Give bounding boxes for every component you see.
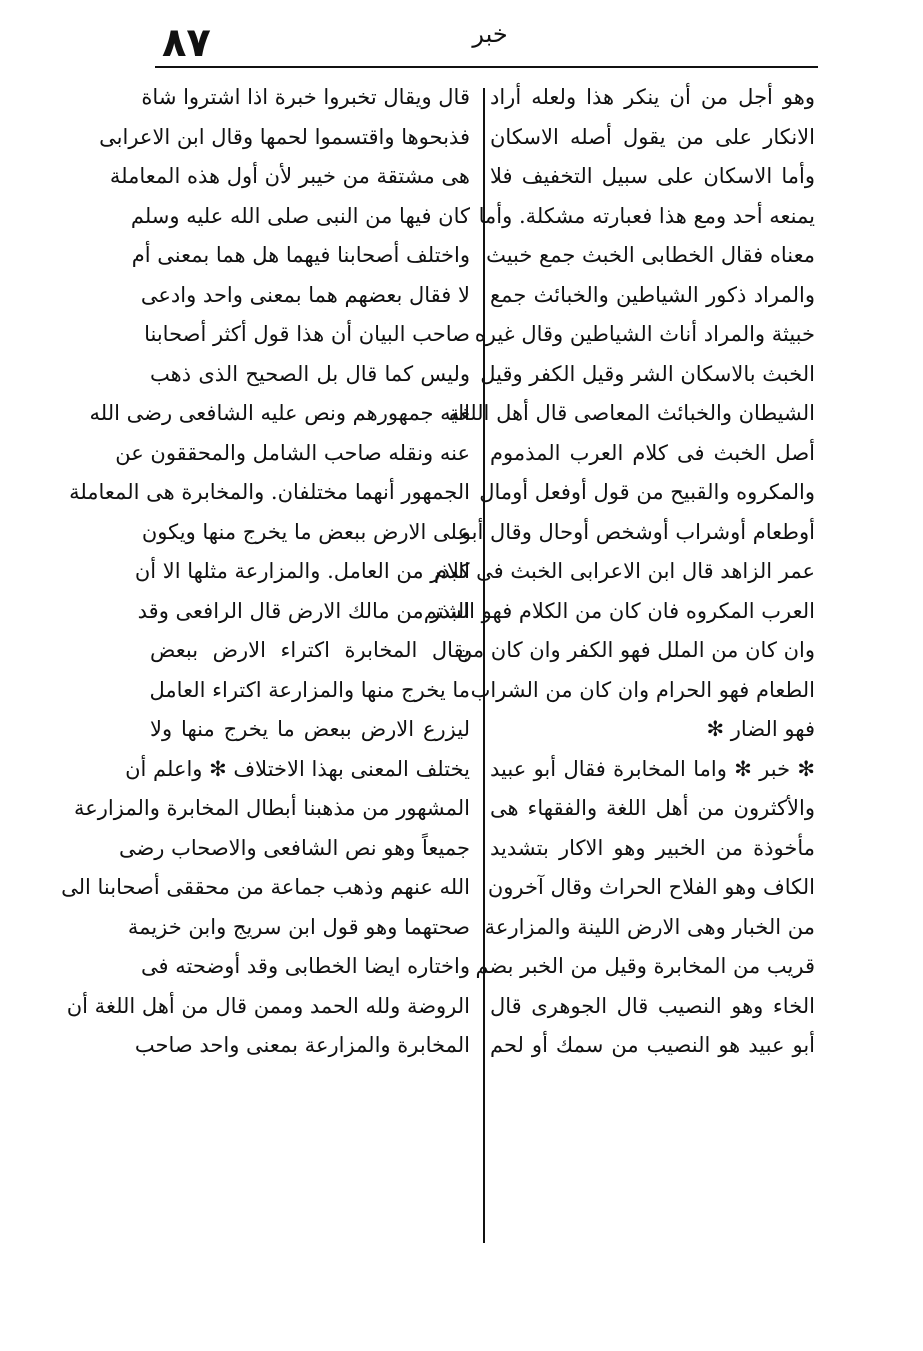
text-line: وهو أجل من أن ينكر هذا ولعله أراد [490, 85, 815, 109]
left-column [61, 78, 470, 1066]
text-line: أوطعام أوشراب أوشخص أوحال وقال أبو [460, 519, 815, 544]
text-line: مأخوذة من الخبير وهو الاكار بتشديد [490, 835, 815, 860]
text-line: الخبث بالاسكان الشر وقيل الكفر وقيل [480, 361, 815, 386]
paragraph-end-line: فهو الضار ✻ [706, 717, 815, 741]
text-line: يختلف المعنى بهذا الاختلاف ✻ واعلم أن [125, 756, 470, 781]
text-line: والأكثرون من أهل اللغة والفقهاء هى [490, 796, 815, 820]
text-line: وليس كما قال بل الصحيح الذى ذهب [150, 361, 470, 386]
text-line: المشهور من مذهبنا أبطال المخابرة والمزارعة [74, 796, 470, 820]
text-line: الجمهور أنهما مختلفان. والمخابرة هى المعاملة [69, 480, 470, 504]
text-line: وان كان من الملل فهو الكفر وان كان من [456, 638, 815, 662]
text-line: خبيثة والمراد أناث الشياطين وقال غيره [474, 322, 815, 346]
text-line: كان فيها من النبى صلى الله عليه وسلم [130, 203, 470, 228]
text-line: أصل الخبث فى كلام العرب المذموم [490, 440, 815, 465]
text-line: جميعاً وهو نص الشافعى والاصحاب رضى [118, 835, 470, 860]
text-line: قريب من المخابرة وقيل من الخبر بضم [475, 954, 815, 978]
text-line: عمر الزاهد قال ابن الاعرابى الخبث فى كلام [433, 559, 815, 583]
text-line: البذر من مالك الارض قال الرافعى وقد [137, 598, 470, 623]
right-column [423, 78, 815, 1066]
running-head: خبر [472, 20, 508, 48]
text-line: واختلف أصحابنا فيهما هل هما بمعنى أم [131, 243, 470, 267]
page-number: ٨٧ [162, 20, 211, 66]
text-line: يقال المخابرة اكتراء الارض ببعض [150, 638, 470, 662]
text-line: معناه فقال الخطابى الخبث جمع خبيث [486, 243, 815, 267]
text-line: صاحب البيان أن هذا قول أكثر أصحابنا [144, 322, 470, 346]
text-line: الانكار على من يقول أصله الاسكان [490, 124, 815, 149]
text-line: البذر من العامل. والمزارعة مثلها الا أن [134, 559, 470, 583]
text-line: من الخبار وهى الارض اللينة والمزارعة [484, 914, 815, 939]
text-line: الطعام فهو الحرام وان كان من الشراب [470, 677, 815, 702]
text-line: ليزرع الارض ببعض ما يخرج منها ولا [150, 717, 470, 741]
text-line: المخابرة والمزارعة بمعنى واحد صاحب [134, 1033, 470, 1057]
text-line: أبو عبيد هو النصيب من سمك أو لحم [490, 1033, 815, 1057]
text-line: على الارض ببعض ما يخرج منها ويكون [141, 519, 470, 544]
text-line: العرب المكروه فان كان من الكلام فهو الشتم [423, 598, 815, 623]
header-rule [155, 66, 818, 68]
text-line: الخاء وهو النصيب قال الجوهرى قال [490, 993, 815, 1018]
entry-heading-line: ✻ خبر ✻ واما المخابرة فقال أبو عبيد [490, 756, 815, 781]
text-line: هى مشتقة من خيبر لأن أول هذه المعاملة [109, 164, 470, 188]
text-line: ما يخرج منها والمزارعة اكتراء العامل [149, 677, 470, 702]
text-line: عنه ونقله صاحب الشامل والمحققون عن [115, 440, 470, 465]
text-line: صحتهما وهو قول ابن سريج وابن خزيمة [127, 914, 470, 939]
text-line: والمراد ذكور الشياطين والخبائث جمع [490, 282, 815, 307]
text-line: اليه جمهورهم ونص عليه الشافعى رضى الله [89, 401, 470, 425]
text-line: يمنعه أحد ومع هذا فعبارته مشكلة. وأما [478, 203, 815, 228]
text-line: واختاره ايضا الخطابى وقد أوضحته فى [141, 954, 470, 978]
text-line: الروضة ولله الحمد وممن قال من أهل اللغة أن [66, 993, 470, 1018]
text-line: الله عنهم وذهب جماعة من محققى أصحابنا الى [61, 875, 470, 899]
text-line: فذبحوها واقتسموا لحمها وقال ابن الاعرابى [99, 124, 470, 149]
text-line: والمكروه والقبيح من قول أوفعل أومال [479, 480, 815, 504]
text-line: الكاف وهو الفلاح الحراث وقال آخرون [487, 875, 815, 899]
text-line: الشيطان والخبائث المعاصى قال أهل اللغة [448, 401, 815, 425]
text-line: قال ويقال تخبروا خبرة اذا اشتروا شاة [141, 85, 470, 109]
text-line: وأما الاسكان على سبيل التخفيف فلا [490, 164, 815, 188]
text-line: لا فقال بعضهم هما بمعنى واحد وادعى [140, 282, 470, 307]
